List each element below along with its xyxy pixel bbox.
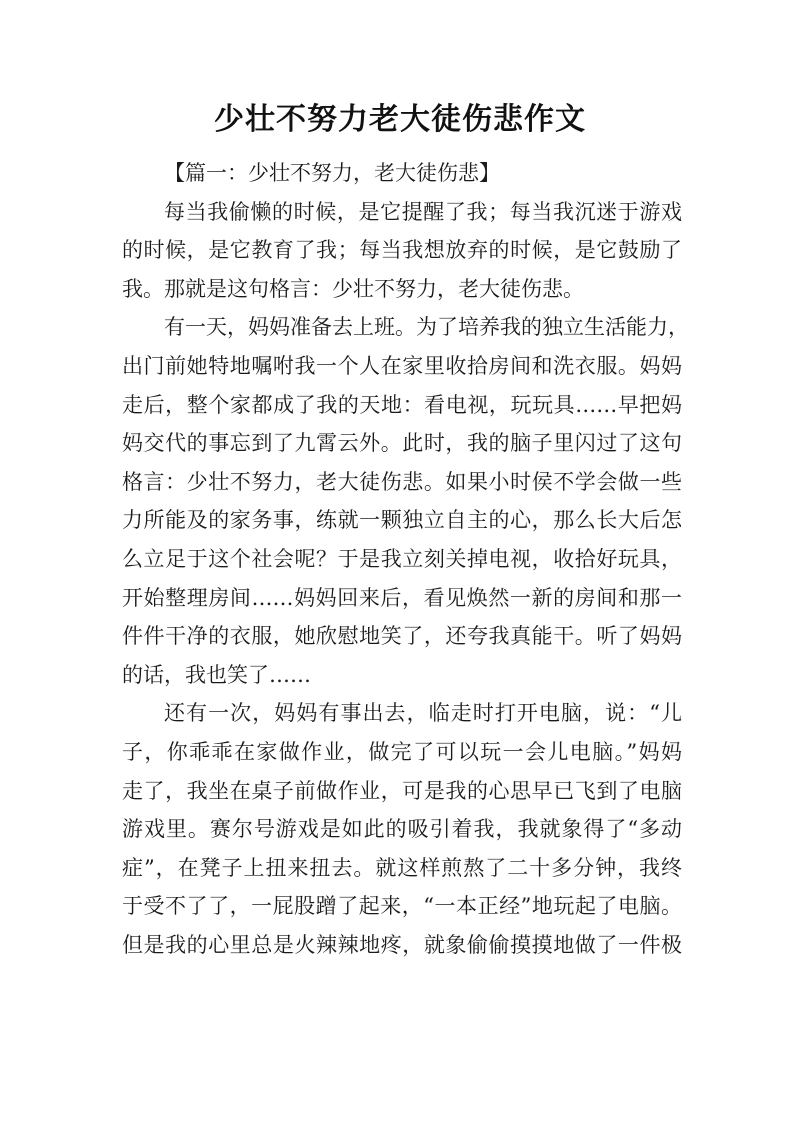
document-body <box>122 154 689 964</box>
paragraph-line: 但是我的心里总是火辣辣地疼，就象偷偷摸摸地做了一件极 <box>122 932 682 957</box>
paragraph-line: 有一天，妈妈准备去上班。为了培养我的独立生活能力， <box>164 315 689 340</box>
paragraph-line: 症”，在凳子上扭来扭去。就这样煎熬了二十多分钟，我终 <box>122 855 682 880</box>
paragraph-line: 子，你乖乖在家做作业，做完了可以玩一会儿电脑。”妈妈 <box>122 739 682 764</box>
paragraph-line: 力所能及的家务事，练就一颗独立自主的心，那么长大后怎 <box>122 508 682 533</box>
paragraph-line: 走后，整个家都成了我的天地：看电视，玩玩具……早把妈 <box>122 392 682 417</box>
document-title: 少壮不努力老大徒伤悲作文 <box>214 102 586 137</box>
paragraph-line: 的话，我也笑了…… <box>122 662 311 687</box>
paragraph-line: 的时候，是它教育了我；每当我想放弃的时候，是它鼓励了 <box>122 238 682 263</box>
paragraph-line: 我。那就是这句格言：少壮不努力，老大徒伤悲。 <box>122 276 584 301</box>
paragraph-line: 于受不了了，一屁股蹭了起来，“一本正经”地玩起了电脑。 <box>122 894 682 919</box>
section-heading: 【篇一：少壮不努力，老大徒伤悲】 <box>164 161 500 185</box>
paragraph-line: 开始整理房间……妈妈回来后，看见焕然一新的房间和那一 <box>122 585 682 610</box>
paragraph-line: 出门前她特地嘱咐我一个人在家里收拾房间和洗衣服。妈妈 <box>122 353 682 378</box>
paragraph-line: 走了，我坐在桌子前做作业，可是我的心思早已飞到了电脑 <box>122 778 682 803</box>
paragraph-line: 格言：少壮不努力，老大徒伤悲。如果小时侯不学会做一些 <box>122 469 682 494</box>
paragraph-line: 还有一次，妈妈有事出去，临走时打开电脑，说：“儿 <box>164 701 682 726</box>
paragraph-line: 每当我偷懒的时候，是它提醒了我；每当我沉迷于游戏 <box>164 199 682 224</box>
paragraph-line: 游戏里。赛尔号游戏是如此的吸引着我，我就象得了“多动 <box>122 817 682 842</box>
paragraph-line: 么立足于这个社会呢？于是我立刻关掉电视，收拾好玩具， <box>122 546 682 571</box>
paragraph-line: 妈交代的事忘到了九霄云外。此时，我的脑子里闪过了这句 <box>122 431 682 456</box>
paragraph-line: 件件干净的衣服，她欣慰地笑了，还夸我真能干。听了妈妈 <box>122 624 682 649</box>
